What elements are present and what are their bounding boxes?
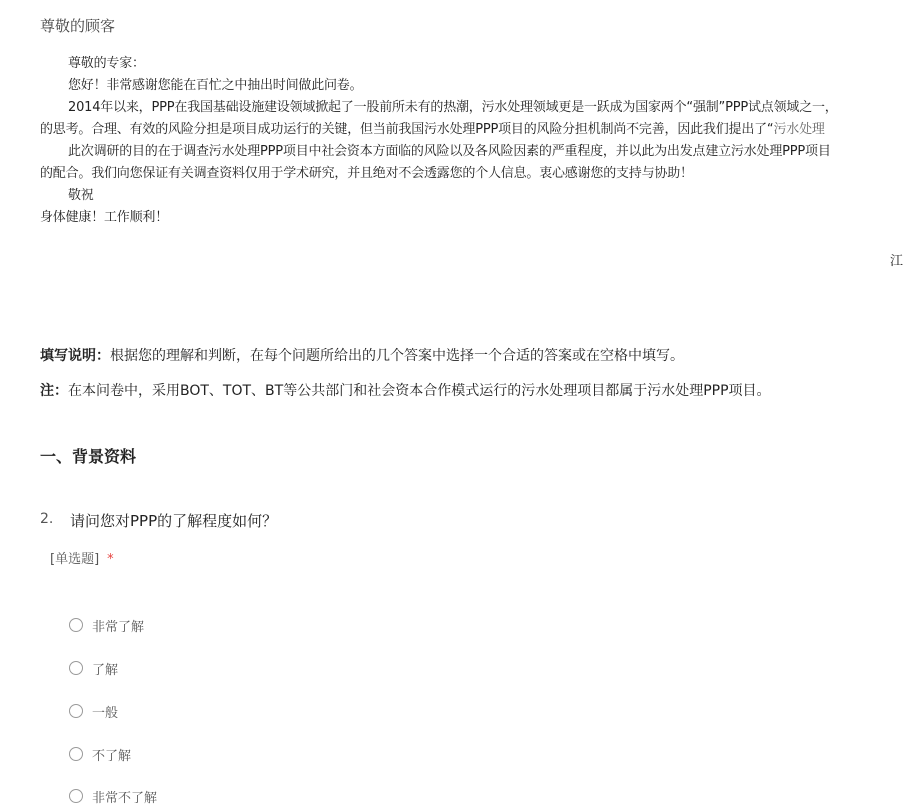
option-label: 了解 xyxy=(92,662,119,678)
intro-paragraph-1-line-2 xyxy=(40,118,825,137)
option-label: 非常了解 xyxy=(92,619,145,635)
option-average[interactable] xyxy=(69,701,118,721)
fill-instructions-text: 根据您的理解和判断，在每个问题所给出的几个答案中选择一个合适的答案或在空格中填写。 xyxy=(110,348,684,364)
intro-salutation: 尊敬的专家： xyxy=(68,56,145,71)
intro-greeting: 您好！非常感谢您能在百忙之中抽出时间做此问卷。 xyxy=(68,78,363,93)
fill-instructions-label: 填写说明： xyxy=(40,348,110,364)
intro-paragraph-1-line-2-tail: 污水处理 xyxy=(773,122,825,137)
intro-closing: 敬祝 xyxy=(68,188,94,203)
question-number: 2. xyxy=(40,511,54,527)
intro-paragraph-2-line-2: 的配合。我们向您保证有关调查资料仅用于学术研究，并且绝对不会透露您的个人信息。衷心感谢您的支持与协助！ xyxy=(40,166,693,181)
radio-button[interactable] xyxy=(69,747,83,761)
radio-button[interactable] xyxy=(69,789,83,803)
option-label: 不了解 xyxy=(92,748,132,764)
radio-button[interactable] xyxy=(69,704,83,718)
section-title: 一、背景资料 xyxy=(40,447,137,466)
required-mark: * xyxy=(107,552,114,567)
intro-paragraph-1-line-2-main: 的思考。合理、有效的风险分担是项目成功运行的关键，但当前我国污水处理PPP项目的风险分担机制尚不完善，因此我们提出了“ xyxy=(40,122,774,137)
option-familiar[interactable] xyxy=(69,658,118,678)
intro-paragraph-1-line-1: 2014年以来，PPP在我国基础设施建设领域掀起了一股前所未有的热潮，污水处理领域更是一跃成为国家两个“强制”PPP试点领域之一， xyxy=(68,100,838,115)
note-label: 注： xyxy=(40,383,68,399)
intro-wish: 身体健康！工作顺利！ xyxy=(40,210,169,225)
question-text: 请问您对PPP的了解程度如何？ xyxy=(70,512,278,530)
fill-instructions xyxy=(40,345,684,365)
note xyxy=(40,380,771,400)
note-text: 在本问卷中，采用BOT、TOT、BT等公共部门和社会资本合作模式运行的污水处理项目都属于污水处理PPP项目。 xyxy=(68,383,771,399)
option-label: 非常不了解 xyxy=(92,790,158,806)
radio-button[interactable] xyxy=(69,618,83,632)
question-type-label: [单选题] xyxy=(50,552,100,567)
radio-button[interactable] xyxy=(69,661,83,675)
option-very-unfamiliar[interactable] xyxy=(69,786,157,806)
question-type xyxy=(50,548,114,567)
option-very-familiar[interactable] xyxy=(69,615,144,635)
option-label: 一般 xyxy=(92,705,119,721)
page-title: 尊敬的顾客 xyxy=(40,17,116,35)
intro-paragraph-2-line-1: 此次调研的目的在于调查污水处理PPP项目中社会资本方面临的风险以及各风险因素的严重程度，并以此为出发点建立污水处理PPP项目 xyxy=(68,144,831,159)
signature-fragment: 江 xyxy=(890,254,903,269)
option-not-familiar[interactable] xyxy=(69,744,131,764)
